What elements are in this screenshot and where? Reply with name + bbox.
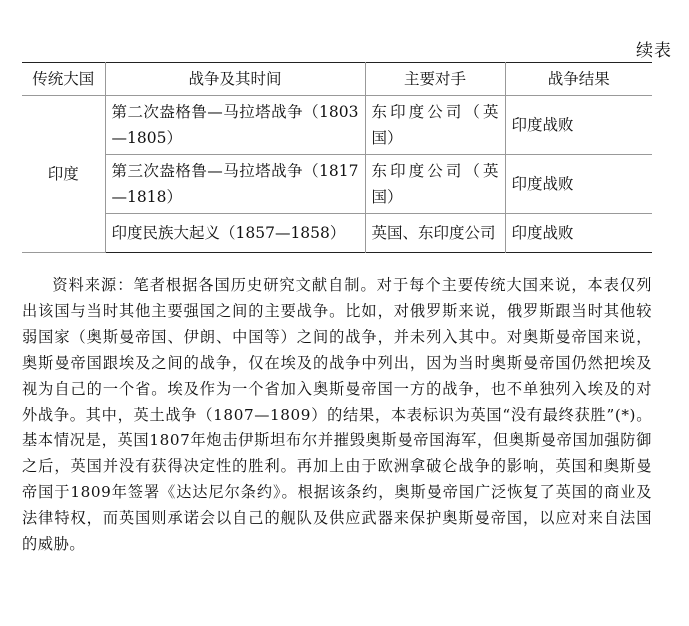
- header-result: 战争结果: [505, 63, 652, 96]
- header-country: 传统大国: [22, 63, 105, 96]
- result-cell: 印度战败: [505, 155, 652, 214]
- header-war: 战争及其时间: [105, 63, 365, 96]
- table-row: [22, 214, 652, 253]
- result-cell: 印度战败: [505, 96, 652, 155]
- table-row: [22, 96, 652, 155]
- header-opponent: 主要对手: [365, 63, 505, 96]
- source-note: [22, 273, 652, 558]
- opponent-cell: 东印度公司（英国）: [365, 96, 505, 155]
- country-cell: 印度: [22, 96, 105, 253]
- table-header-row: [22, 63, 652, 96]
- war-cell: 印度民族大起义（1857—1858）: [105, 214, 365, 253]
- continuation-label: 续表: [636, 41, 672, 61]
- result-cell: 印度战败: [505, 214, 652, 253]
- source-note-text: 资料来源：笔者根据各国历史研究文献自制。对于每个主要传统大国来说，本表仅列出该国与当时其他主要强国之间的主要战争。比如，对俄罗斯来说，俄罗斯跟当时其他较弱国家（奥斯曼帝国、伊朗、中国等）之间的战争，并未列入其中。对奥斯曼帝国来说，奥斯曼帝国跟埃及之间的战争，仅在埃及的战争中列出，因为当时奥斯曼帝国仍然把埃及视为自己的一个省。埃及作为一个省加入奥斯曼帝国一方的战争，也不单独列入埃及的对外战争。其中，英土战争（1807—1809）的结果，本表标识为英国“没有最终获胜”(*)。基本情况是，英国1807年炮击伊斯坦布尔并摧毁奥斯曼帝国海军，但奥斯曼帝国加强防御之后，英国并没有获得决定性的胜利。再加上由于欧洲拿破仑战争的影响，英国和奥斯曼帝国于1809年签署《达达尼尔条约》。根据该条约，奥斯曼帝国广泛恢复了英国的商业及法律特权，而英国则承诺会以自己的舰队及供应武器来保护奥斯曼帝国，以应对来自法国的威胁。: [22, 276, 652, 554]
- war-table: [22, 62, 652, 253]
- opponent-cell: 东印度公司（英国）: [365, 155, 505, 214]
- war-cell: 第二次盎格鲁—马拉塔战争（1803—1805）: [105, 96, 365, 155]
- opponent-cell: 英国、东印度公司: [365, 214, 505, 253]
- war-cell: 第三次盎格鲁—马拉塔战争（1817—1818）: [105, 155, 365, 214]
- table-row: [22, 155, 652, 214]
